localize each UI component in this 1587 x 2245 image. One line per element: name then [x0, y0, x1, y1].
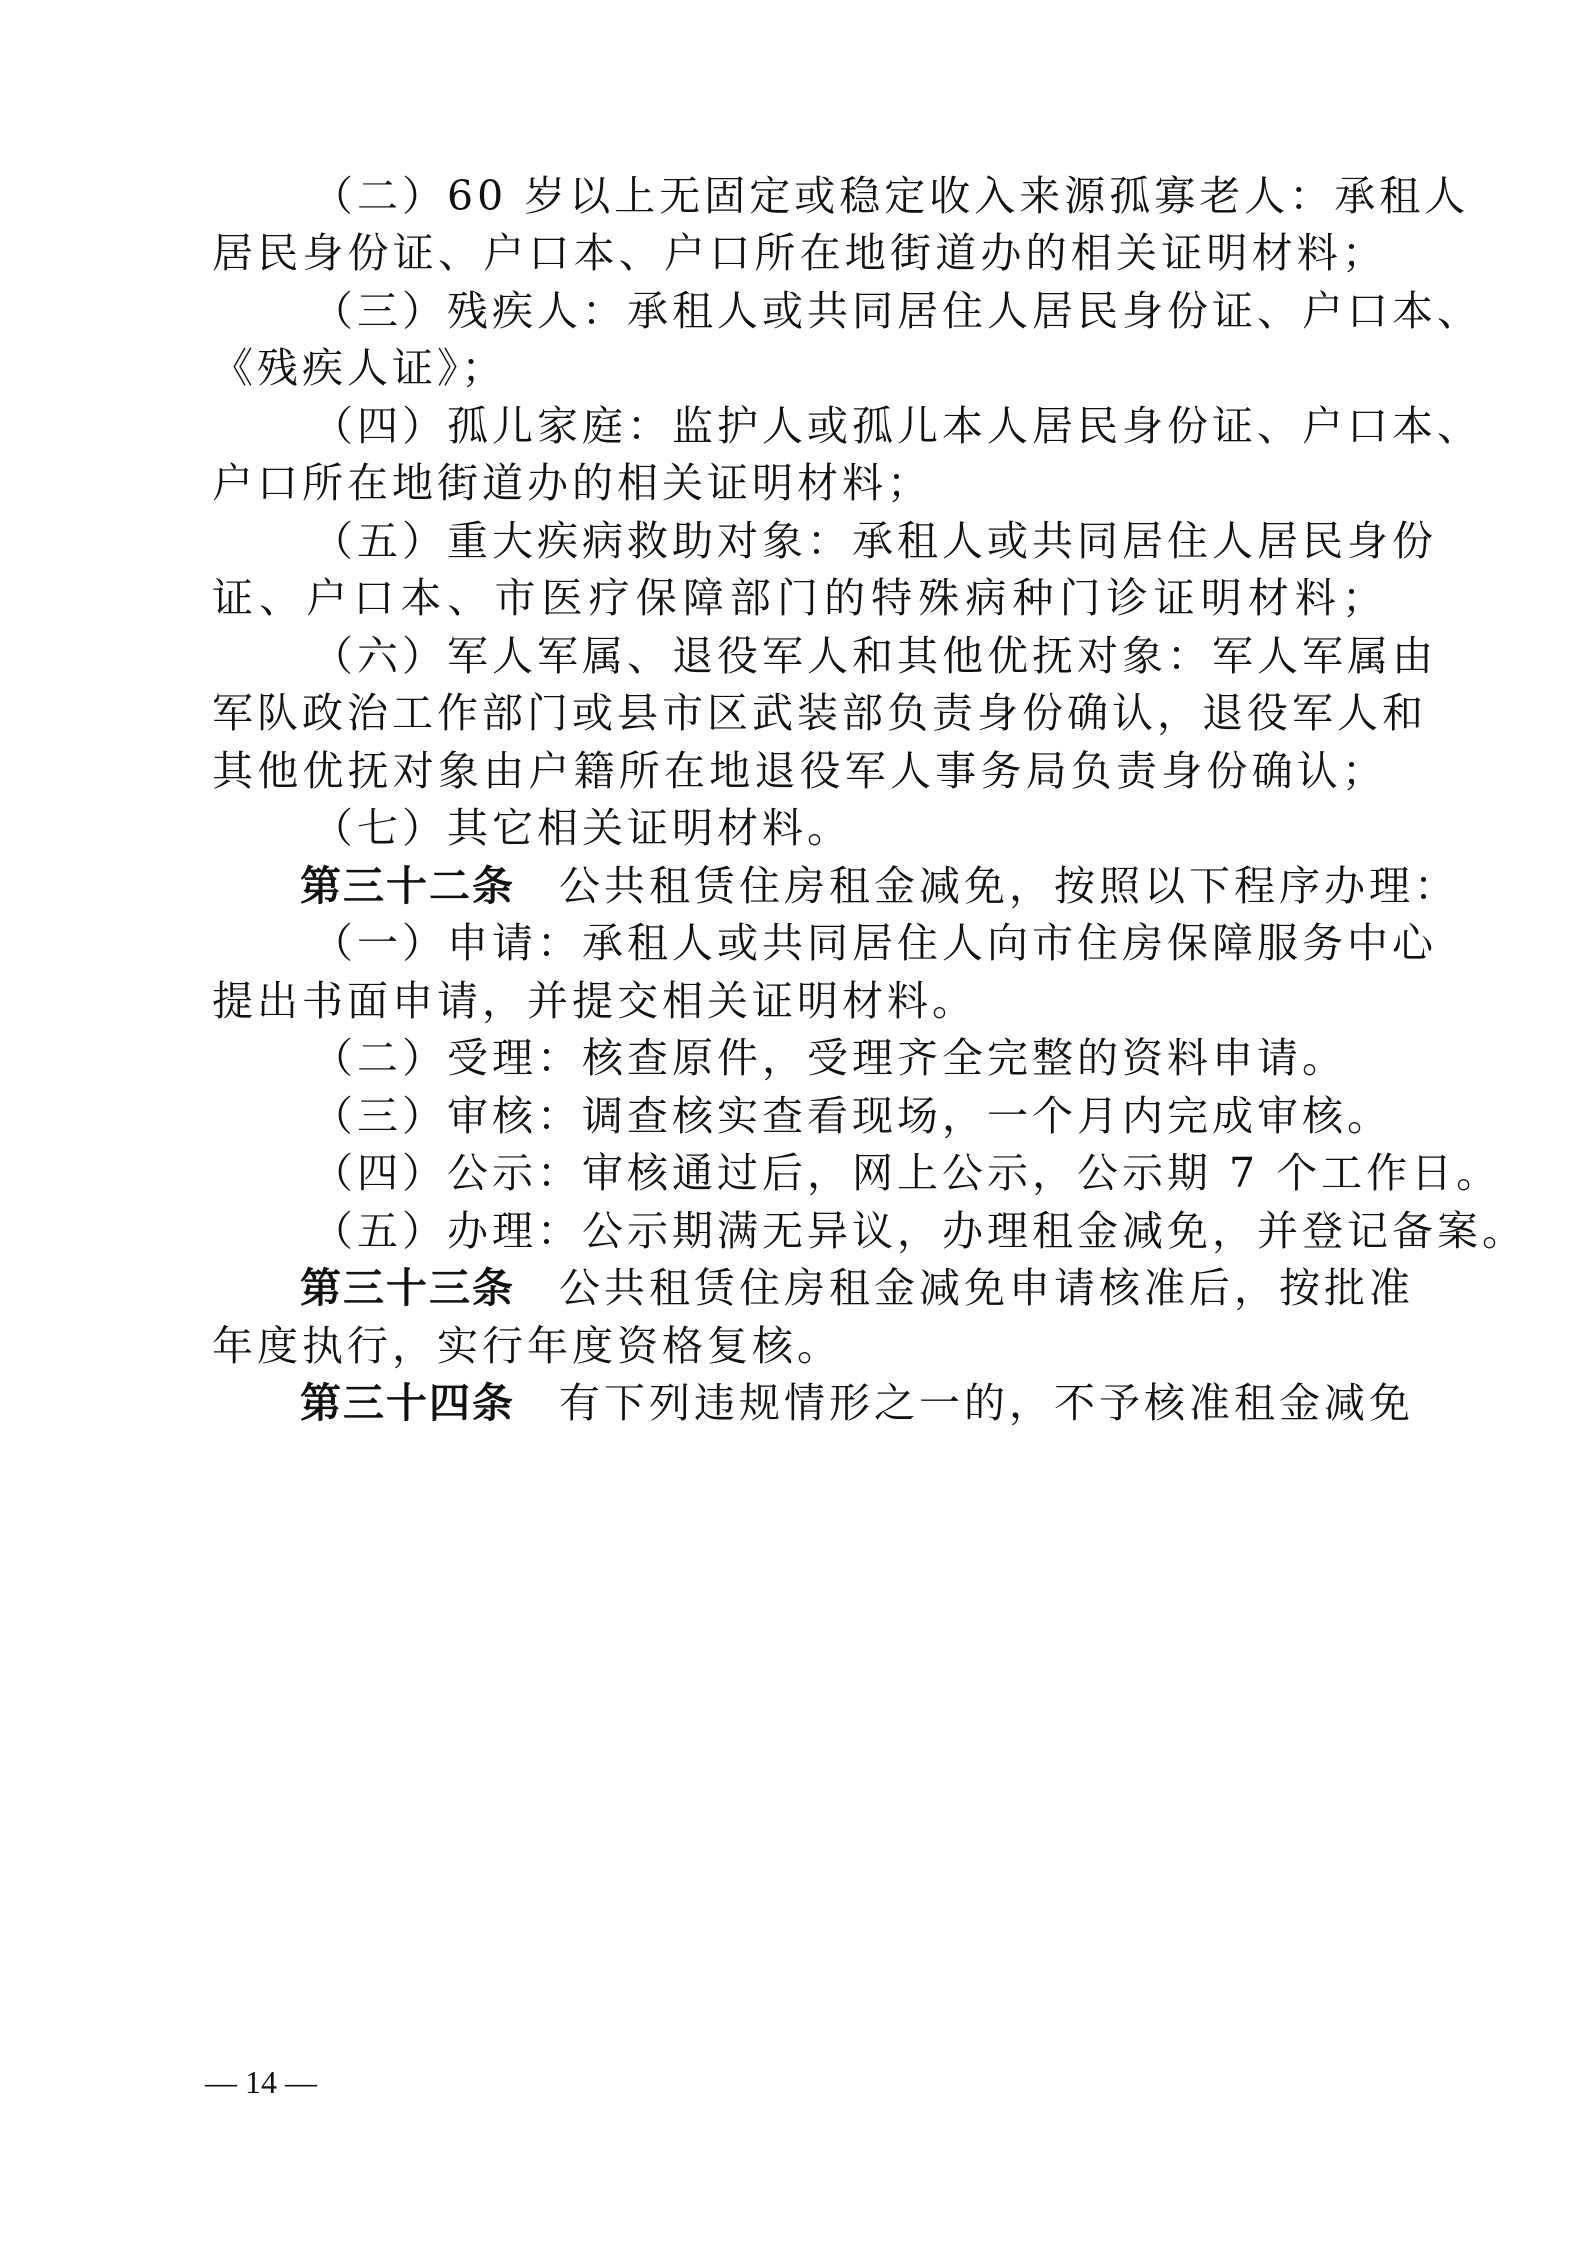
paragraph-line: 居民身份证、户口本、户口所在地街道办的相关证明材料； — [212, 229, 1387, 277]
article-heading: 第三十三条 — [300, 1264, 515, 1312]
procedure-line: （二）受理：核查原件，受理齐全完整的资料申请。 — [312, 1034, 1347, 1082]
article-text: 公共租赁住房租金减免，按照以下程序办理： — [559, 862, 1459, 910]
paragraph-line: 其他优抚对象由户籍所在地退役军人事务局负责身份确认； — [212, 747, 1387, 795]
paragraph-line: 军队政治工作部门或县市区武装部负责身份确认，退役军人和 — [212, 689, 1427, 737]
procedure-line: （五）办理：公示期满无异议，办理租金减免，并登记备案。 — [312, 1207, 1527, 1255]
paragraph-line: 证、户口本、市医疗保障部门的特殊病种门诊证明材料； — [212, 574, 1387, 622]
article-heading: 第三十二条 — [300, 862, 515, 910]
paragraph-line: （三）残疾人：承租人或共同居住人居民身份证、户口本、 — [312, 287, 1482, 335]
paragraph-line: （六）军人军属、退役军人和其他优抚对象：军人军属由 — [312, 632, 1437, 680]
procedure-line: 提出书面申请，并提交相关证明材料。 — [212, 977, 977, 1025]
paragraph-line: （七）其它相关证明材料。 — [312, 804, 852, 852]
procedure-line: （四）公示：审核通过后，网上公示，公示期 7 个工作日。 — [312, 1149, 1502, 1197]
article-text: 公共租赁住房租金减免申请核准后，按批准 — [559, 1264, 1414, 1312]
procedure-line: （三）审核：调查核实查看现场，一个月内完成审核。 — [312, 1092, 1392, 1140]
page-number: — 14 — — [205, 2064, 317, 2100]
paragraph-line: （四）孤儿家庭：监护人或孤儿本人居民身份证、户口本、 — [312, 402, 1482, 450]
procedure-line: （一）申请：承租人或共同居住人向市住房保障服务中心 — [312, 919, 1437, 967]
article-text: 有下列违规情形之一的，不予核准租金减免 — [559, 1379, 1414, 1427]
article-34 — [300, 1360, 1414, 1446]
paragraph-line: （五）重大疾病救助对象：承租人或共同居住人居民身份 — [312, 517, 1437, 565]
paragraph-line: 年度执行，实行年度资格复核。 — [212, 1322, 842, 1370]
paragraph-line: 户口所在地街道办的相关证明材料； — [212, 459, 932, 507]
paragraph-line: 《残疾人证》； — [212, 344, 507, 392]
paragraph-line: （二）60 岁以上无固定或稳定收入来源孤寡老人：承租人 — [312, 172, 1470, 220]
article-heading: 第三十四条 — [300, 1379, 515, 1427]
